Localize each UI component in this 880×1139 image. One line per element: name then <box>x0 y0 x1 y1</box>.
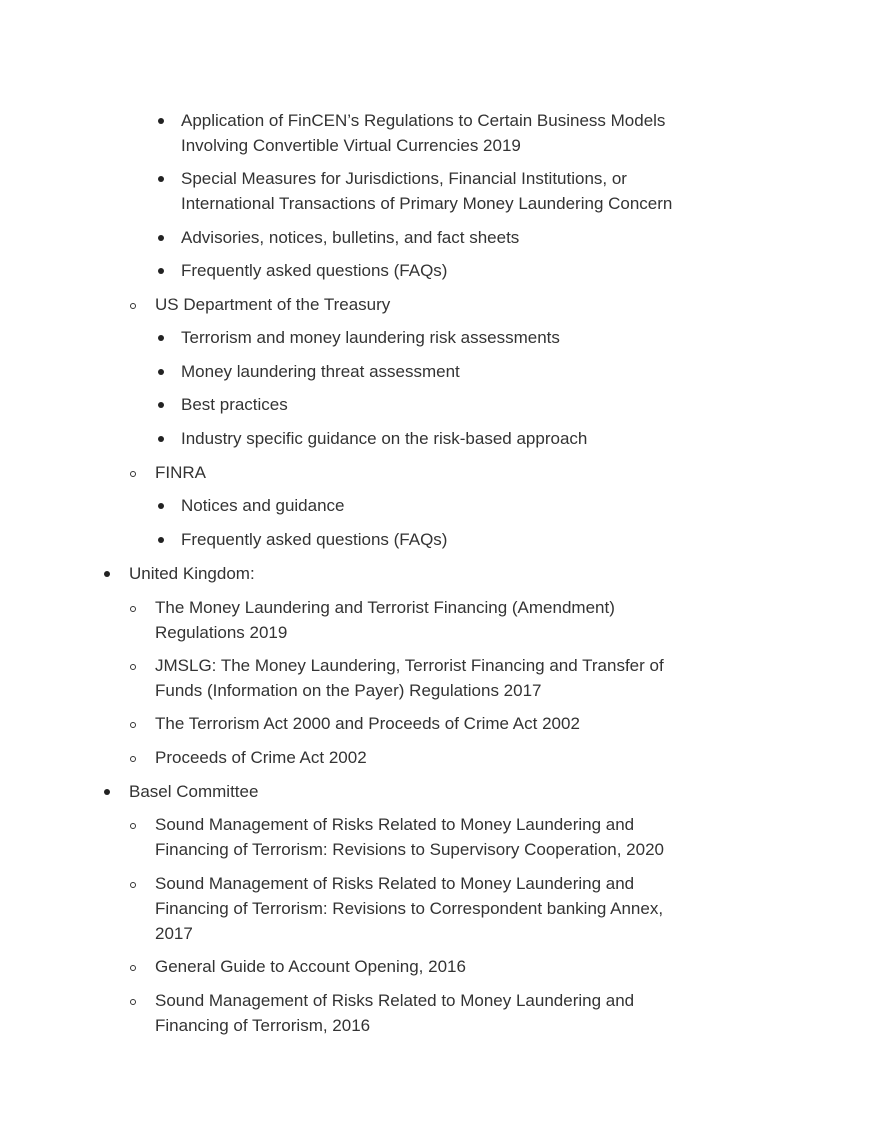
list-item-text: Financing of Terrorism, 2016 <box>155 1015 371 1035</box>
circle-bullet-icon <box>130 999 136 1005</box>
list-item-text: Financing of Terrorism: Revisions to Correspondent banking Annex, <box>155 898 664 918</box>
list-item-text: Sound Management of Risks Related to Money Laundering and <box>155 814 635 834</box>
list-item-level-2 <box>155 988 634 1038</box>
list-item-text: Industry specific guidance on the risk-based approach <box>181 428 588 448</box>
list-item-text: The Money Laundering and Terrorist Financing (Amendment) <box>155 597 615 617</box>
bullet-icon <box>158 118 164 124</box>
list-item-level-3 <box>181 527 447 552</box>
list-item-level-2 <box>155 711 580 736</box>
list-item-level-1 <box>129 779 258 804</box>
list-item-level-2 <box>155 745 367 770</box>
list-item-level-1 <box>129 561 255 586</box>
list-item-text: JMSLG: The Money Laundering, Terrorist Financing and Transfer of <box>155 655 664 675</box>
circle-bullet-icon <box>130 471 136 477</box>
bullet-icon <box>158 537 164 543</box>
bullet-icon <box>104 571 110 577</box>
list-item-text: Money laundering threat assessment <box>181 361 460 381</box>
list-item-level-2 <box>155 460 206 485</box>
list-item-level-3 <box>181 392 288 417</box>
bullet-icon <box>158 335 164 341</box>
list-item-text: Regulations 2019 <box>155 622 288 642</box>
list-item-level-3 <box>181 225 519 250</box>
circle-bullet-icon <box>130 664 136 670</box>
list-item-text: United Kingdom: <box>129 563 255 583</box>
list-item-level-2 <box>155 954 466 979</box>
circle-bullet-icon <box>130 722 136 728</box>
list-item-text: Involving Convertible Virtual Currencies 2019 <box>181 135 521 155</box>
list-item-text: Best practices <box>181 394 288 414</box>
list-item-text: Financing of Terrorism: Revisions to Supervisory Cooperation, 2020 <box>155 839 664 859</box>
list-item-level-3 <box>181 166 672 216</box>
list-item-level-3 <box>181 426 587 451</box>
list-item-level-3 <box>181 359 460 384</box>
list-item-text: Sound Management of Risks Related to Money Laundering and <box>155 873 635 893</box>
bullet-icon <box>158 268 164 274</box>
list-item-level-2 <box>155 871 663 946</box>
circle-bullet-icon <box>130 965 136 971</box>
list-item-text: Basel Committee <box>129 781 259 801</box>
list-item-text: International Transactions of Primary Money Laundering Concern <box>181 193 673 213</box>
list-item-level-3 <box>181 325 560 350</box>
list-item-level-2 <box>155 812 664 862</box>
circle-bullet-icon <box>130 606 136 612</box>
list-item-level-2 <box>155 292 390 317</box>
list-item-level-2 <box>155 653 664 703</box>
bullet-icon <box>104 789 110 795</box>
list-item-text: 2017 <box>155 923 193 943</box>
list-item-text: Application of FinCEN’s Regulations to Certain Business Models <box>181 110 666 130</box>
list-item-text: Proceeds of Crime Act 2002 <box>155 747 367 767</box>
circle-bullet-icon <box>130 303 136 309</box>
list-item-text: General Guide to Account Opening, 2016 <box>155 956 466 976</box>
list-item-text: Advisories, notices, bulletins, and fact sheets <box>181 227 520 247</box>
list-item-level-3 <box>181 258 447 283</box>
list-item-text: Frequently asked questions (FAQs) <box>181 529 448 549</box>
list-item-level-3 <box>181 493 345 518</box>
circle-bullet-icon <box>130 823 136 829</box>
list-item-text: Terrorism and money laundering risk assessments <box>181 327 560 347</box>
list-item-text: Frequently asked questions (FAQs) <box>181 260 448 280</box>
list-item-text: US Department of the Treasury <box>155 294 391 314</box>
bullet-icon <box>158 503 164 509</box>
circle-bullet-icon <box>130 882 136 888</box>
bullet-icon <box>158 436 164 442</box>
list-item-level-3 <box>181 108 665 158</box>
bullet-icon <box>158 235 164 241</box>
list-item-level-2 <box>155 595 615 645</box>
list-item-text: FINRA <box>155 462 206 482</box>
bullet-icon <box>158 402 164 408</box>
circle-bullet-icon <box>130 756 136 762</box>
list-item-text: Funds (Information on the Payer) Regulations 2017 <box>155 680 542 700</box>
list-item-text: Special Measures for Jurisdictions, Financial Institutions, or <box>181 168 627 188</box>
bullet-icon <box>158 176 164 182</box>
bullet-icon <box>158 369 164 375</box>
list-item-text: The Terrorism Act 2000 and Proceeds of Crime Act 2002 <box>155 713 580 733</box>
list-item-text: Sound Management of Risks Related to Money Laundering and <box>155 990 635 1010</box>
list-item-text: Notices and guidance <box>181 495 345 515</box>
